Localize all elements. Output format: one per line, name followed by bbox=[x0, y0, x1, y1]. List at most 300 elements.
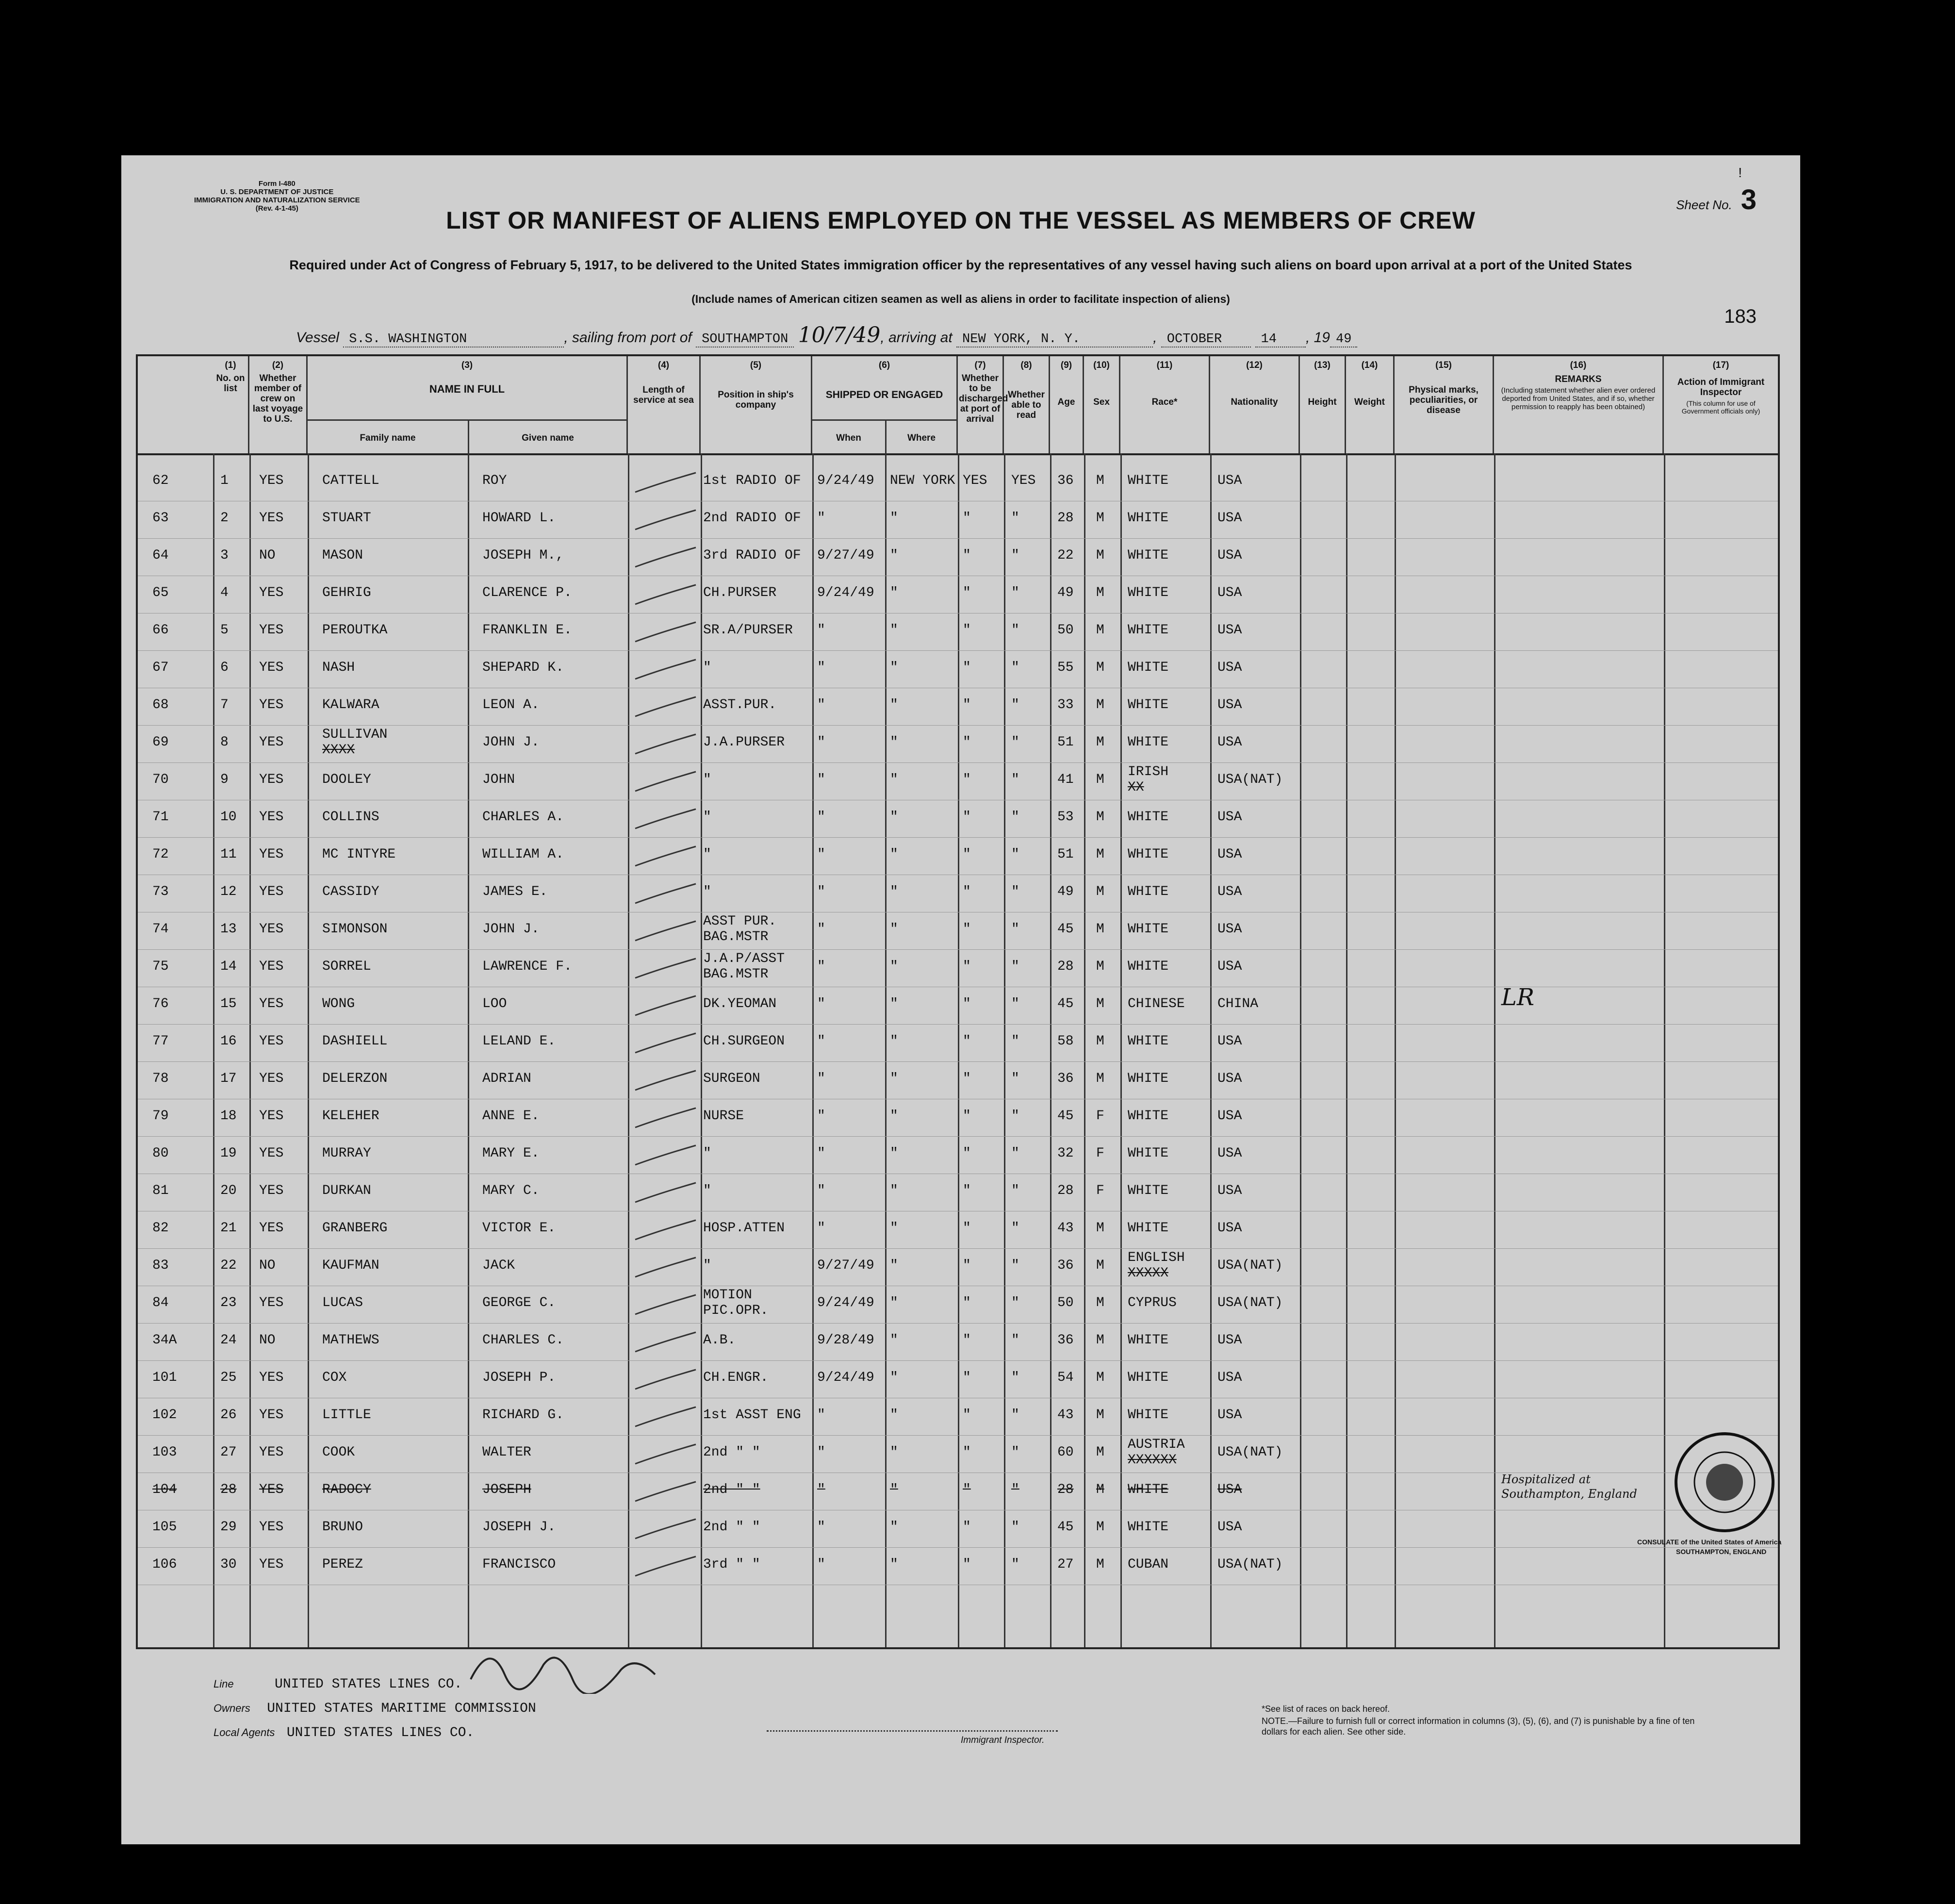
table-row bbox=[138, 575, 1778, 613]
row-ref-number: 73 bbox=[152, 884, 169, 899]
row-discharged: " bbox=[963, 996, 971, 1011]
row-sex: M bbox=[1096, 1482, 1104, 1497]
row-list-number: 25 bbox=[220, 1370, 237, 1385]
row-race: WHITE bbox=[1128, 585, 1169, 600]
row-shipped-where: " bbox=[890, 1333, 898, 1348]
vessel-name: S.S. WASHINGTON bbox=[343, 332, 564, 348]
sheet-mark: ! bbox=[1738, 165, 1742, 180]
row-sex: M bbox=[1096, 735, 1104, 750]
col-where: Where bbox=[907, 433, 936, 443]
row-shipped-where: " bbox=[890, 847, 898, 862]
row-race: WHITE bbox=[1128, 1034, 1169, 1049]
table-row bbox=[138, 613, 1778, 651]
service-tick-mark bbox=[628, 650, 701, 687]
row-able-read: YES bbox=[1011, 473, 1036, 488]
row-position-line2: PIC.OPR. bbox=[703, 1303, 769, 1318]
col-when: When bbox=[836, 433, 861, 443]
row-able-read: " bbox=[1011, 1445, 1019, 1460]
row-given-name: ADRIAN bbox=[482, 1071, 531, 1086]
row-ref-number: 84 bbox=[152, 1295, 169, 1310]
row-given-name: LELAND E. bbox=[482, 1034, 556, 1049]
row-able-read: " bbox=[1011, 922, 1019, 937]
table-row bbox=[138, 986, 1778, 1025]
row-last-voyage: YES bbox=[259, 585, 284, 600]
row-able-read: " bbox=[1011, 810, 1019, 825]
row-list-number: 3 bbox=[220, 548, 229, 563]
row-age: 22 bbox=[1057, 548, 1074, 563]
row-shipped-when: " bbox=[817, 1482, 825, 1497]
row-race: WHITE bbox=[1128, 511, 1169, 526]
row-list-number: 17 bbox=[220, 1071, 237, 1086]
service-tick-mark bbox=[628, 1098, 701, 1136]
row-ref-number: 65 bbox=[152, 585, 169, 600]
row-discharged: " bbox=[963, 1295, 971, 1310]
arriving-label: , arriving at bbox=[880, 330, 953, 346]
header-name bbox=[308, 356, 628, 453]
row-discharged: " bbox=[963, 1520, 971, 1535]
owners-label: Owners bbox=[214, 1702, 250, 1714]
row-position: " bbox=[703, 884, 711, 899]
table-row bbox=[138, 1024, 1778, 1062]
row-able-read: " bbox=[1011, 996, 1019, 1011]
row-race: WHITE bbox=[1128, 1370, 1169, 1385]
row-family-name: DELERZON bbox=[322, 1071, 388, 1086]
row-discharged: " bbox=[963, 1445, 971, 1460]
col-given-name: Given name bbox=[522, 433, 574, 443]
row-family-name: STUART bbox=[322, 511, 371, 526]
service-tick-mark bbox=[628, 1210, 701, 1248]
row-ref-number: 79 bbox=[152, 1109, 169, 1124]
service-tick-mark bbox=[628, 463, 701, 500]
col-family-name: Family name bbox=[360, 433, 416, 443]
row-list-number: 11 bbox=[220, 847, 237, 862]
row-given-name: WILLIAM A. bbox=[482, 847, 564, 862]
row-age: 45 bbox=[1057, 1109, 1074, 1124]
row-nationality: USA bbox=[1217, 473, 1242, 488]
row-given-name: JOHN J. bbox=[482, 735, 540, 750]
row-nationality: USA(NAT) bbox=[1217, 772, 1283, 787]
row-able-read: " bbox=[1011, 623, 1019, 638]
row-able-read: " bbox=[1011, 1520, 1019, 1535]
row-sex: M bbox=[1096, 1407, 1104, 1423]
agents-label: Local Agents bbox=[214, 1726, 275, 1738]
row-family-name: DASHIELL bbox=[322, 1034, 388, 1049]
row-shipped-where: " bbox=[890, 1071, 898, 1086]
service-tick-mark bbox=[628, 1248, 701, 1285]
row-shipped-when: 9/28/49 bbox=[817, 1333, 874, 1348]
row-discharged: " bbox=[963, 1482, 971, 1497]
row-race: WHITE bbox=[1128, 1109, 1169, 1124]
row-age: 49 bbox=[1057, 585, 1074, 600]
handwritten-date: 10/7/49 bbox=[798, 323, 881, 348]
row-ref-number: 70 bbox=[152, 772, 169, 787]
row-race: WHITE bbox=[1128, 1221, 1169, 1236]
row-sex: M bbox=[1096, 996, 1104, 1011]
header-height bbox=[1300, 356, 1346, 453]
row-age: 43 bbox=[1057, 1407, 1074, 1423]
row-family-name: COLLINS bbox=[322, 810, 379, 825]
table-row bbox=[138, 1547, 1778, 1585]
row-family-name: PEROUTKA bbox=[322, 623, 388, 638]
vessel-label: Vessel bbox=[296, 330, 339, 346]
row-family-name: SORREL bbox=[322, 959, 371, 974]
row-shipped-when: " bbox=[817, 660, 825, 675]
service-tick-mark bbox=[628, 538, 701, 575]
row-given-name: CLARENCE P. bbox=[482, 585, 572, 600]
service-tick-mark bbox=[628, 575, 701, 613]
col-label: NAME IN FULL bbox=[429, 383, 505, 395]
row-family-name: BRUNO bbox=[322, 1520, 363, 1535]
header-no-on-list bbox=[213, 356, 249, 453]
header-last-voyage bbox=[249, 356, 308, 453]
row-last-voyage: YES bbox=[259, 1221, 284, 1236]
row-ref-number: 82 bbox=[152, 1221, 169, 1236]
year-prefix: , 19 bbox=[1305, 330, 1330, 346]
row-list-number: 28 bbox=[220, 1482, 237, 1497]
row-race-struck: XXXXX bbox=[1128, 1266, 1169, 1281]
row-nationality: USA bbox=[1217, 1482, 1242, 1497]
row-nationality: USA bbox=[1217, 1221, 1242, 1236]
row-age: 53 bbox=[1057, 810, 1074, 825]
row-given-name: ANNE E. bbox=[482, 1109, 540, 1124]
row-nationality: USA bbox=[1217, 922, 1242, 937]
row-shipped-when: " bbox=[817, 1071, 825, 1086]
row-position: 2nd " " bbox=[703, 1445, 760, 1460]
header-position bbox=[701, 356, 812, 453]
row-position: J.A.P/ASST bbox=[703, 951, 785, 966]
row-shipped-where: " bbox=[890, 1445, 898, 1460]
port-to: NEW YORK, N. Y. bbox=[956, 332, 1153, 348]
row-given-name: HOWARD L. bbox=[482, 511, 556, 526]
row-sex: M bbox=[1096, 959, 1104, 974]
table-row bbox=[138, 837, 1778, 875]
row-discharged: " bbox=[963, 884, 971, 899]
row-family-name: WONG bbox=[322, 996, 355, 1011]
row-able-read: " bbox=[1011, 511, 1019, 526]
service-tick-mark bbox=[628, 1472, 701, 1509]
row-given-name: RICHARD G. bbox=[482, 1407, 564, 1423]
row-discharged: YES bbox=[963, 473, 987, 488]
table-row bbox=[138, 1323, 1778, 1361]
row-position: CH.SURGEON bbox=[703, 1034, 785, 1049]
row-age: 36 bbox=[1057, 1071, 1074, 1086]
col-num: (3) bbox=[461, 360, 473, 370]
row-able-read: " bbox=[1011, 847, 1019, 862]
col-num: (6) bbox=[878, 360, 890, 370]
table-row bbox=[138, 650, 1778, 688]
row-nationality: USA(NAT) bbox=[1217, 1557, 1283, 1572]
col-label: Sex bbox=[1093, 397, 1110, 407]
row-position: SR.A/PURSER bbox=[703, 623, 793, 638]
row-last-voyage: YES bbox=[259, 1146, 284, 1161]
row-race: WHITE bbox=[1128, 660, 1169, 675]
row-family-name: MATHEWS bbox=[322, 1333, 379, 1348]
service-tick-mark bbox=[628, 1285, 701, 1323]
row-discharged: " bbox=[963, 1034, 971, 1049]
footer-owners bbox=[214, 1701, 536, 1716]
row-position: ASST PUR. bbox=[703, 914, 777, 929]
row-sex: F bbox=[1096, 1146, 1104, 1161]
row-nationality: USA bbox=[1217, 511, 1242, 526]
row-family-name: LITTLE bbox=[322, 1407, 371, 1423]
row-shipped-where: " bbox=[890, 1034, 898, 1049]
row-discharged: " bbox=[963, 1370, 971, 1385]
row-race: WHITE bbox=[1128, 473, 1169, 488]
row-given-name: JOSEPH M., bbox=[482, 548, 564, 563]
row-shipped-where: " bbox=[890, 1183, 898, 1198]
row-nationality: USA bbox=[1217, 847, 1242, 862]
row-position: 2nd " " bbox=[703, 1520, 760, 1535]
row-given-name: GEORGE C. bbox=[482, 1295, 556, 1310]
row-nationality: USA bbox=[1217, 1520, 1242, 1535]
row-age: 60 bbox=[1057, 1445, 1074, 1460]
inspector-label: Immigrant Inspector. bbox=[961, 1735, 1045, 1745]
row-discharged: " bbox=[963, 959, 971, 974]
row-position: SURGEON bbox=[703, 1071, 760, 1086]
row-list-number: 6 bbox=[220, 660, 229, 675]
row-family-name: CATTELL bbox=[322, 473, 379, 488]
row-ref-number: 106 bbox=[152, 1557, 177, 1572]
row-sex: M bbox=[1096, 548, 1104, 563]
form-number: Form I-480 bbox=[258, 180, 296, 188]
row-discharged: " bbox=[963, 660, 971, 675]
col-label: Height bbox=[1308, 397, 1337, 407]
table-row bbox=[138, 1248, 1778, 1286]
col-label: Race* bbox=[1151, 397, 1178, 407]
owners-value: UNITED STATES MARITIME COMMISSION bbox=[267, 1701, 536, 1716]
row-given-name: JAMES E. bbox=[482, 884, 548, 899]
manifest-sheet bbox=[121, 155, 1800, 1844]
row-list-number: 22 bbox=[220, 1258, 237, 1273]
row-discharged: " bbox=[963, 697, 971, 712]
row-age: 55 bbox=[1057, 660, 1074, 675]
col-label: No. on list bbox=[216, 373, 245, 394]
row-nationality: USA(NAT) bbox=[1217, 1445, 1283, 1460]
row-last-voyage: YES bbox=[259, 1071, 284, 1086]
row-last-voyage: NO bbox=[259, 1258, 276, 1273]
col-label: Weight bbox=[1354, 397, 1385, 407]
row-last-voyage: YES bbox=[259, 473, 284, 488]
row-position: " bbox=[703, 847, 711, 862]
header-discharged bbox=[958, 356, 1008, 453]
row-last-voyage: YES bbox=[259, 772, 284, 787]
col-label: Length of service at sea bbox=[633, 385, 694, 405]
row-sex: M bbox=[1096, 1333, 1104, 1348]
row-position: 2nd RADIO OF bbox=[703, 511, 801, 526]
row-nationality: USA bbox=[1217, 1333, 1242, 1348]
row-last-voyage: YES bbox=[259, 735, 284, 750]
row-position: A.B. bbox=[703, 1333, 736, 1348]
row-given-name: MARY C. bbox=[482, 1183, 540, 1198]
row-given-name: JOHN J. bbox=[482, 922, 540, 937]
row-discharged: " bbox=[963, 1557, 971, 1572]
row-race: WHITE bbox=[1128, 735, 1169, 750]
header-physical-marks bbox=[1395, 356, 1494, 453]
row-list-number: 8 bbox=[220, 735, 229, 750]
row-nationality: USA(NAT) bbox=[1217, 1295, 1283, 1310]
row-able-read: " bbox=[1011, 884, 1019, 899]
row-ref-number: 68 bbox=[152, 697, 169, 712]
service-tick-mark bbox=[628, 911, 701, 949]
row-age: 28 bbox=[1057, 511, 1074, 526]
row-race-struck: XX bbox=[1128, 780, 1144, 795]
row-sex: M bbox=[1096, 1221, 1104, 1236]
row-age: 36 bbox=[1057, 1258, 1074, 1273]
row-sex: M bbox=[1096, 772, 1104, 787]
row-shipped-when: " bbox=[817, 1520, 825, 1535]
row-discharged: " bbox=[963, 585, 971, 600]
row-ref-number: 80 bbox=[152, 1146, 169, 1161]
service-tick-mark bbox=[628, 500, 701, 538]
row-race: WHITE bbox=[1128, 1071, 1169, 1086]
row-shipped-when: 9/24/49 bbox=[817, 473, 874, 488]
row-discharged: " bbox=[963, 511, 971, 526]
row-list-number: 7 bbox=[220, 697, 229, 712]
line-label: Line bbox=[214, 1678, 234, 1690]
row-race: WHITE bbox=[1128, 847, 1169, 862]
row-able-read: " bbox=[1011, 548, 1019, 563]
col-label: Whether to be discharged at port of arrival bbox=[959, 373, 1008, 424]
row-nationality: USA(NAT) bbox=[1217, 1258, 1283, 1273]
row-sex: M bbox=[1096, 1520, 1104, 1535]
row-age: 45 bbox=[1057, 922, 1074, 937]
table-row bbox=[138, 762, 1778, 800]
col-num: (15) bbox=[1435, 360, 1452, 370]
row-list-number: 21 bbox=[220, 1221, 237, 1236]
row-ref-number: 71 bbox=[152, 810, 169, 825]
row-able-read: " bbox=[1011, 1295, 1019, 1310]
row-age: 45 bbox=[1057, 996, 1074, 1011]
col-num: (2) bbox=[272, 360, 284, 370]
row-last-voyage: YES bbox=[259, 623, 284, 638]
table-row bbox=[138, 1397, 1778, 1436]
row-family-name: KALWARA bbox=[322, 697, 379, 712]
row-sex: M bbox=[1096, 810, 1104, 825]
row-discharged: " bbox=[963, 1407, 971, 1423]
row-shipped-when: " bbox=[817, 810, 825, 825]
service-tick-mark bbox=[628, 613, 701, 650]
row-discharged: " bbox=[963, 772, 971, 787]
row-ref-number: 69 bbox=[152, 735, 169, 750]
row-position: HOSP.ATTEN bbox=[703, 1221, 785, 1236]
row-discharged: " bbox=[963, 1109, 971, 1124]
service-tick-mark bbox=[628, 1547, 701, 1584]
row-shipped-where: " bbox=[890, 585, 898, 600]
table-row bbox=[138, 1173, 1778, 1211]
row-shipped-when: 9/24/49 bbox=[817, 1370, 874, 1385]
row-ref-number: 66 bbox=[152, 623, 169, 638]
row-race: WHITE bbox=[1128, 697, 1169, 712]
row-shipped-where: " bbox=[890, 810, 898, 825]
row-able-read: " bbox=[1011, 1109, 1019, 1124]
row-able-read: " bbox=[1011, 660, 1019, 675]
row-given-name: FRANKLIN E. bbox=[482, 623, 572, 638]
row-given-name: FRANCISCO bbox=[482, 1557, 556, 1572]
row-shipped-where: " bbox=[890, 697, 898, 712]
row-family-name: MC INTYRE bbox=[322, 847, 396, 862]
row-shipped-when: " bbox=[817, 847, 825, 862]
col-detail: (This column for use of Government officials only) bbox=[1681, 399, 1760, 415]
row-position: " bbox=[703, 772, 711, 787]
row-able-read: " bbox=[1011, 1258, 1019, 1273]
service-tick-mark bbox=[628, 1323, 701, 1360]
row-given-name: SHEPARD K. bbox=[482, 660, 564, 675]
row-race: WHITE bbox=[1128, 959, 1169, 974]
row-given-name: LAWRENCE F. bbox=[482, 959, 572, 974]
col-num: (5) bbox=[750, 360, 762, 370]
row-ref-number: 74 bbox=[152, 922, 169, 937]
service-tick-mark bbox=[628, 874, 701, 911]
row-nationality: USA bbox=[1217, 959, 1242, 974]
row-given-name: ROY bbox=[482, 473, 507, 488]
row-able-read: " bbox=[1011, 1407, 1019, 1423]
row-age: 32 bbox=[1057, 1146, 1074, 1161]
row-family-name: SIMONSON bbox=[322, 922, 388, 937]
row-race: WHITE bbox=[1128, 810, 1169, 825]
row-nationality: USA bbox=[1217, 1146, 1242, 1161]
row-last-voyage: YES bbox=[259, 959, 284, 974]
row-age: 51 bbox=[1057, 735, 1074, 750]
row-shipped-where: " bbox=[890, 772, 898, 787]
row-sex: M bbox=[1096, 623, 1104, 638]
table-row bbox=[138, 874, 1778, 912]
row-shipped-when: 9/24/49 bbox=[817, 585, 874, 600]
row-last-voyage: YES bbox=[259, 1445, 284, 1460]
table-row bbox=[138, 500, 1778, 539]
row-race: CHINESE bbox=[1128, 996, 1185, 1011]
page-number: 183 bbox=[1724, 306, 1757, 327]
row-sex: M bbox=[1096, 1370, 1104, 1385]
row-list-number: 18 bbox=[220, 1109, 237, 1124]
row-family-name: NASH bbox=[322, 660, 355, 675]
col-num: (16) bbox=[1570, 360, 1587, 370]
row-race-struck: XXXXXX bbox=[1128, 1453, 1177, 1468]
row-ref-number: 103 bbox=[152, 1445, 177, 1460]
row-shipped-when: " bbox=[817, 1221, 825, 1236]
row-list-number: 5 bbox=[220, 623, 229, 638]
row-race: ENGLISH bbox=[1128, 1250, 1185, 1265]
row-given-name: WALTER bbox=[482, 1445, 531, 1460]
row-age: 28 bbox=[1057, 1482, 1074, 1497]
line-value: UNITED STATES LINES CO. bbox=[275, 1677, 462, 1692]
row-list-number: 23 bbox=[220, 1295, 237, 1310]
footer-line bbox=[214, 1677, 462, 1692]
header-inspector-action bbox=[1664, 356, 1778, 453]
row-age: 41 bbox=[1057, 772, 1074, 787]
row-last-voyage: YES bbox=[259, 996, 284, 1011]
row-ref-number: 63 bbox=[152, 511, 169, 526]
row-shipped-when: " bbox=[817, 996, 825, 1011]
row-last-voyage: YES bbox=[259, 1520, 284, 1535]
row-age: 45 bbox=[1057, 1520, 1074, 1535]
row-position: ASST.PUR. bbox=[703, 697, 777, 712]
sheet-number-value: 3 bbox=[1741, 184, 1757, 215]
row-age: 43 bbox=[1057, 1221, 1074, 1236]
row-sex: M bbox=[1096, 1295, 1104, 1310]
service-tick-mark bbox=[628, 687, 701, 725]
row-shipped-when: " bbox=[817, 772, 825, 787]
table-row bbox=[138, 1285, 1778, 1324]
col-num: (14) bbox=[1361, 360, 1378, 370]
row-nationality: USA bbox=[1217, 1071, 1242, 1086]
row-shipped-when: 9/27/49 bbox=[817, 1258, 874, 1273]
row-race: WHITE bbox=[1128, 623, 1169, 638]
row-able-read: " bbox=[1011, 1034, 1019, 1049]
row-age: 58 bbox=[1057, 1034, 1074, 1049]
table-row bbox=[138, 1210, 1778, 1249]
row-discharged: " bbox=[963, 1071, 971, 1086]
document-title: LIST OR MANIFEST OF ALIENS EMPLOYED ON THE VESSEL AS MEMBERS OF CREW bbox=[446, 207, 1476, 234]
